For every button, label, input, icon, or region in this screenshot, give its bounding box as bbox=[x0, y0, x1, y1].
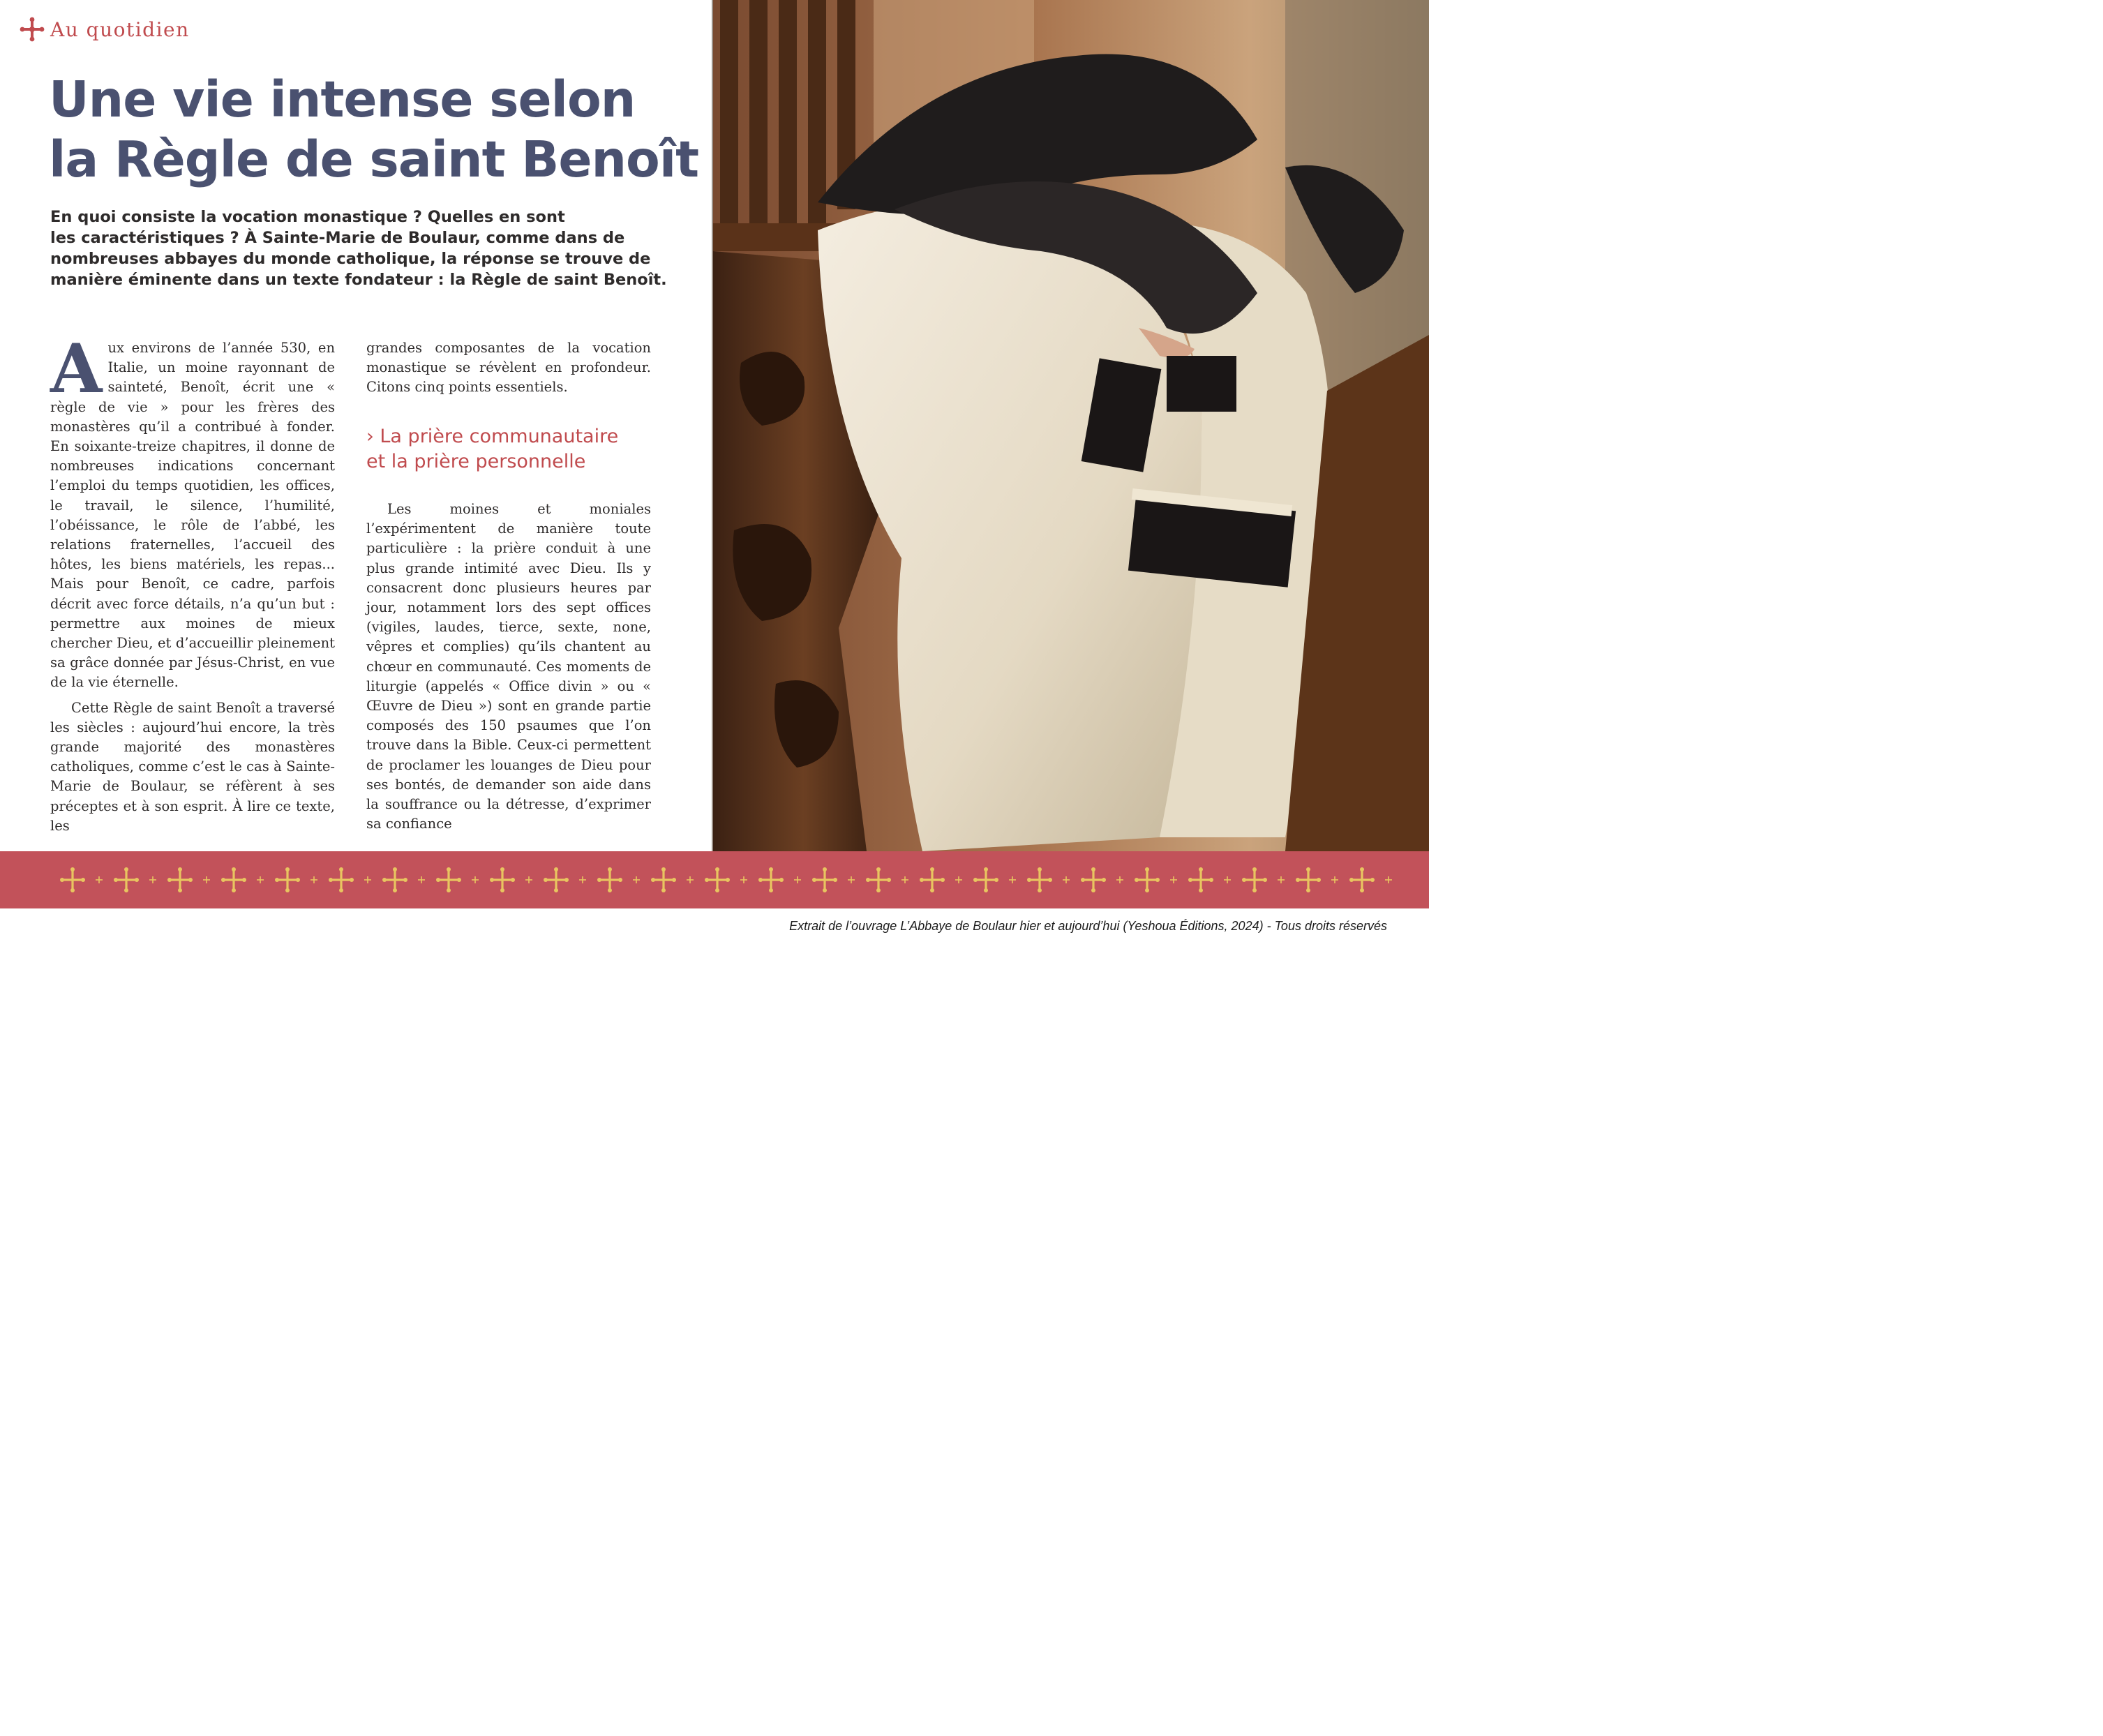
ornament-cross-21 bbox=[1188, 867, 1213, 892]
ornament-dot-10 bbox=[633, 876, 640, 883]
ornament-cross-6 bbox=[382, 867, 407, 892]
ornament-cross-8 bbox=[490, 867, 515, 892]
star-icon: ❊ bbox=[1943, 708, 1954, 722]
ornament-cross-13 bbox=[758, 867, 784, 892]
ornament-dot-1 bbox=[149, 876, 156, 883]
ornament-cross-3 bbox=[221, 867, 246, 892]
copyright-notice: Extrait de l’ouvrage L’Abbaye de Boulaur hier et aujourd’hui (Yeshoua Éditions, 2024) - Tous droits réservés bbox=[789, 919, 1387, 933]
ornament-dot-6 bbox=[418, 876, 425, 883]
ornament-cross-18 bbox=[1027, 867, 1052, 892]
intro-paragraph bbox=[50, 207, 667, 290]
left-page bbox=[0, 0, 712, 851]
subheading bbox=[366, 424, 659, 474]
ornament-dot-24 bbox=[1385, 876, 1392, 883]
ornament-dot-2 bbox=[203, 876, 210, 883]
intro-line-1: En quoi consiste la vocation monastique ? Quelles en sont bbox=[50, 208, 565, 226]
photo-caption bbox=[1943, 707, 2103, 822]
ornament-dot-9 bbox=[579, 876, 586, 883]
ornament-dot-5 bbox=[364, 876, 371, 883]
ornament-dot-14 bbox=[848, 876, 855, 883]
drop-cap: A bbox=[50, 329, 103, 408]
ornament-dot-18 bbox=[1063, 876, 1070, 883]
ornament-cross-15 bbox=[866, 867, 891, 892]
intro-line-2: les caractéristiques ? À Sainte-Marie de Boulaur, comme dans de bbox=[50, 229, 625, 247]
ornament-dot-20 bbox=[1170, 876, 1177, 883]
ornament-dot-3 bbox=[257, 876, 264, 883]
ornament-dot-23 bbox=[1331, 876, 1338, 883]
cross-icon bbox=[20, 17, 45, 42]
column2-paragraph-1: grandes composantes de la vocation monastique se révèlent en profondeur. Citons cinq points essentiels. bbox=[366, 340, 651, 396]
ornament-cross-20 bbox=[1135, 867, 1160, 892]
intro-line-3: nombreuses abbayes du monde catholique, la réponse se trouve de bbox=[50, 250, 651, 268]
ornament-cross-5 bbox=[329, 867, 354, 892]
ornament-dot-8 bbox=[525, 876, 532, 883]
page-number-left: 44 bbox=[29, 1716, 51, 1736]
column2-paragraph-2: Les moines et moniales l’expérimentent de manière toute particulière : la prière conduit à une plus grande intimité avec Dieu. Ils y consacrent donc plusieurs heures par jour, notamment lors des sept offices (vigiles, laudes, tierce, sexte, none, vêpres et complies) qu’ils chantent au chœur en communauté. Ces moments de liturgie (appelés « Office divin » ou « Œuvre de Dieu ») sont en grande partie composés des 150 psaumes que l’on trouve dans la Bible. Ceux-ci permettent de proclamer les louanges de Dieu pour ses bontés, de demander son aide dans la souffrance ou la détresse, d’exprimer sa confiance bbox=[366, 501, 651, 832]
column1-paragraph-2: Cette Règle de saint Benoît a traversé les siècles : aujourd’hui encore, la très grande majorité des monastères catholiques, comme c’est le cas à Sainte-Marie de Boulaur, se réfèrent à ses préceptes et à son esprit. À lire ce texte, les bbox=[50, 699, 335, 834]
ornament-cross-7 bbox=[436, 867, 461, 892]
ornament-cross-9 bbox=[544, 867, 569, 892]
ornament-dot-16 bbox=[955, 876, 962, 883]
ornament-dot-22 bbox=[1278, 876, 1285, 883]
page-number-right: 45 bbox=[1378, 1716, 1400, 1736]
ornament-cross-23 bbox=[1296, 867, 1321, 892]
ornament-dot-15 bbox=[901, 876, 908, 883]
body-column-1 bbox=[50, 329, 335, 836]
ornament-cross-22 bbox=[1242, 867, 1267, 892]
section-tag bbox=[20, 17, 190, 42]
subhead-line-1: › La prière communautaire bbox=[366, 426, 619, 447]
body-column-2 bbox=[366, 338, 651, 398]
nuns-praying-photo bbox=[713, 0, 2095, 851]
ornament-cross-16 bbox=[920, 867, 945, 892]
ornament-cross-17 bbox=[973, 867, 998, 892]
column1-para1-text: ux environs de l’année 530, en Italie, un moine rayonnant de sainteté, Benoît, écrit une « règle de vie » pour les frères des monastères qu’il a contribué à fonder. En soixante-treize chapitres, il donne de nombreuses indications concernant l’emploi du temps quotidien, les offices, le travail, le silence, l’humilité, l’obéissance, le rôle de l’abbé, les relations fraternelles, l’accueil des hôtes, les biens matériels, les repas... Mais pour Benoît, ce cadre, parfois décrit avec force détails, n’a qu’un but : permettre aux moines de mieux chercher Dieu, et d’accueillir pleinement sa grâce donnée par Jésus-Christ, en vue de la vie éternelle. bbox=[50, 340, 335, 691]
caption-text: À l’acclamation « Gloire au Père et au Fils et au Saint-Esprit », chantée en latin à la fin des psaumes, les sœurs se prosternent en signe d’adoration. bbox=[1943, 708, 2095, 821]
ornament-dot-19 bbox=[1116, 876, 1123, 883]
ornament-row bbox=[0, 851, 1429, 908]
ornament-cross-12 bbox=[705, 867, 730, 892]
title-line-1: Une vie intense selon bbox=[49, 70, 636, 128]
ornament-dot-0 bbox=[96, 876, 103, 883]
page-title bbox=[49, 70, 699, 190]
ornament-cross-4 bbox=[275, 867, 300, 892]
ornament-dot-11 bbox=[687, 876, 694, 883]
ornament-cross-10 bbox=[597, 867, 622, 892]
section-label: Au quotidien bbox=[50, 17, 190, 41]
ornament-cross-0 bbox=[60, 867, 85, 892]
title-line-2: la Règle de saint Benoît bbox=[49, 130, 699, 188]
ornament-dot-21 bbox=[1224, 876, 1231, 883]
ornament-cross-2 bbox=[167, 867, 193, 892]
ornament-dot-12 bbox=[740, 876, 747, 883]
body-column-2-continued bbox=[366, 500, 651, 834]
intro-line-4: manière éminente dans un texte fondateur : la Règle de saint Benoît. bbox=[50, 271, 667, 289]
ornament-cross-24 bbox=[1349, 867, 1375, 892]
ornament-dot-4 bbox=[310, 876, 317, 883]
ornament-dot-17 bbox=[1009, 876, 1016, 883]
ornament-dot-13 bbox=[794, 876, 801, 883]
ornament-cross-19 bbox=[1081, 867, 1106, 892]
ornament-cross-1 bbox=[114, 867, 139, 892]
ornament-cross-14 bbox=[812, 867, 837, 892]
ornament-cross-11 bbox=[651, 867, 676, 892]
subhead-line-2: et la prière personnelle bbox=[366, 451, 586, 472]
photo-illustration bbox=[713, 0, 1429, 851]
ornament-dot-7 bbox=[472, 876, 479, 883]
column1-paragraph-1 bbox=[50, 329, 335, 693]
